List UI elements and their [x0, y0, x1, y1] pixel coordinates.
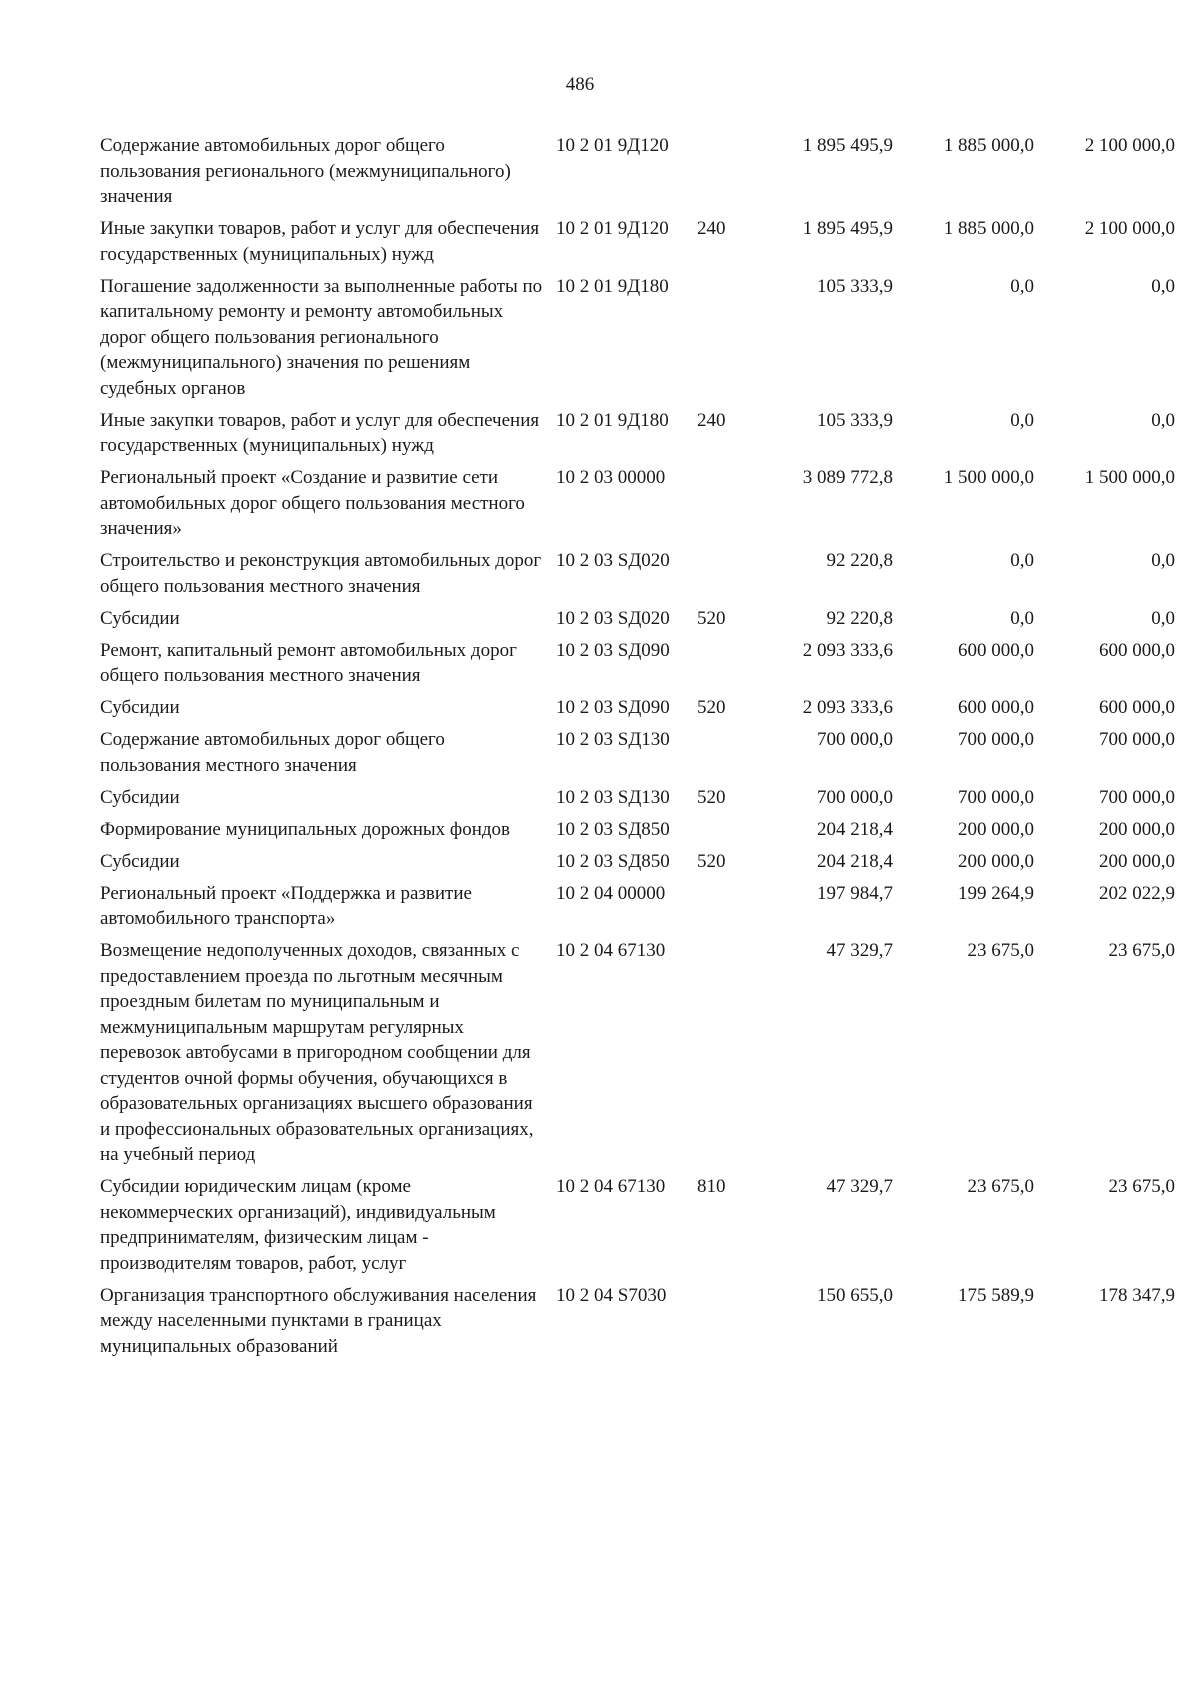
table-row	[100, 695, 1175, 721]
table-row	[100, 1283, 1175, 1360]
amount-year-2: 0,0	[1010, 607, 1034, 629]
amount-year-2: 0,0	[1010, 550, 1034, 571]
amount-year-1: 1 895 495,9	[802, 135, 893, 156]
table-row	[100, 638, 1175, 689]
amount-year-1: 92 220,8	[826, 607, 893, 629]
table-row	[100, 216, 1175, 267]
target-code: 10 2 03 SД850	[556, 818, 670, 840]
target-code: 10 2 03 SД130	[556, 729, 670, 750]
expense-type: 520	[697, 850, 726, 872]
target-code: 10 2 03 SД090	[556, 697, 670, 718]
expense-name: Содержание автомобильных дорог общего пользования регионального (межмуниципального) значения	[100, 135, 511, 207]
target-code: 10 2 01 9Д120	[556, 135, 669, 156]
expense-type: 240	[697, 218, 726, 239]
amount-year-2: 23 675,0	[967, 1176, 1034, 1197]
amount-year-2: 600 000,0	[958, 697, 1034, 718]
table-row	[100, 881, 1175, 932]
amount-year-2: 1 885 000,0	[943, 218, 1034, 239]
table-row	[100, 849, 1175, 875]
expense-type: 240	[697, 409, 726, 431]
expense-name: Строительство и реконструкция автомобильных дорог общего пользования местного значения	[100, 550, 542, 597]
amount-year-3: 178 347,9	[1099, 1284, 1175, 1306]
target-code: 10 2 01 9Д180	[556, 275, 669, 297]
expense-name: Ремонт, капитальный ремонт автомобильных дорог общего пользования местного значения	[100, 639, 517, 686]
table-row	[100, 274, 1175, 402]
target-code: 10 2 04 S7030	[556, 1284, 667, 1306]
amount-year-1: 204 218,4	[817, 818, 893, 840]
target-code: 10 2 03 SД020	[556, 550, 670, 571]
amount-year-3: 1 500 000,0	[1084, 467, 1175, 488]
table-row	[100, 408, 1175, 459]
amount-year-1: 47 329,7	[826, 1176, 893, 1197]
expense-name: Иные закупки товаров, работ и услуг для обеспечения государственных (муниципальных) нужд	[100, 409, 540, 456]
amount-year-1: 3 089 772,8	[802, 467, 893, 488]
amount-year-2: 600 000,0	[958, 639, 1034, 661]
amount-year-1: 92 220,8	[826, 550, 893, 571]
target-code: 10 2 01 9Д120	[556, 218, 669, 239]
amount-year-2: 700 000,0	[958, 729, 1034, 750]
amount-year-2: 200 000,0	[958, 818, 1034, 840]
amount-year-3: 2 100 000,0	[1084, 218, 1175, 239]
amount-year-3: 23 675,0	[1108, 1176, 1175, 1197]
table-row	[100, 1174, 1175, 1276]
expense-name: Субсидии	[100, 850, 180, 872]
amount-year-1: 197 984,7	[817, 882, 893, 904]
expense-name: Формирование муниципальных дорожных фондов	[100, 818, 511, 840]
target-code: 10 2 04 67130	[556, 940, 666, 961]
expense-name: Субсидии	[100, 697, 180, 718]
amount-year-3: 2 100 000,0	[1084, 135, 1175, 156]
amount-year-3: 600 000,0	[1099, 697, 1175, 718]
table-row	[100, 548, 1175, 599]
amount-year-3: 0,0	[1151, 550, 1175, 571]
amount-year-1: 700 000,0	[817, 786, 893, 808]
table-row	[100, 465, 1175, 542]
amount-year-2: 175 589,9	[958, 1284, 1034, 1306]
expense-name: Иные закупки товаров, работ и услуг для обеспечения государственных (муниципальных) нужд	[100, 218, 540, 265]
target-code: 10 2 03 SД130	[556, 786, 670, 808]
amount-year-1: 204 218,4	[817, 850, 893, 872]
table-row	[100, 785, 1175, 811]
expense-name: Возмещение недополученных доходов, связанных с предоставлением проезда по льготным месячным проездным билетам по муниципальным и межмуниципальным маршрутам регулярных перевозок автобусами в пригородном сообщении для студентов очной формы обучения, обучающихся в образовательных организациях высшего образования и профессиональных образовательных организациях, на учебный период	[100, 940, 534, 1165]
target-code: 10 2 03 00000	[556, 467, 666, 488]
budget-table	[100, 133, 1175, 1366]
expense-name: Субсидии	[100, 786, 180, 808]
page-number: 486	[565, 74, 595, 95]
amount-year-3: 200 000,0	[1099, 850, 1175, 872]
target-code: 10 2 03 SД850	[556, 850, 670, 872]
amount-year-3: 0,0	[1151, 275, 1175, 297]
amount-year-2: 0,0	[1010, 409, 1034, 431]
table-row	[100, 133, 1175, 210]
expense-name: Субсидии юридическим лицам (кроме некоммерческих организаций), индивидуальным предпринимателям, физическим лицам - производителям товаров, работ, услуг	[100, 1176, 496, 1274]
amount-year-3: 0,0	[1151, 607, 1175, 629]
expense-name: Организация транспортного обслуживания населения между населенными пунктами в границах муниципальных образований	[100, 1284, 537, 1357]
amount-year-2: 200 000,0	[958, 850, 1034, 872]
amount-year-1: 700 000,0	[817, 729, 893, 750]
amount-year-2: 1 500 000,0	[943, 467, 1034, 488]
amount-year-3: 202 022,9	[1099, 882, 1175, 904]
amount-year-1: 2 093 333,6	[802, 639, 893, 661]
table-row	[100, 817, 1175, 843]
target-code: 10 2 03 SД020	[556, 607, 670, 629]
amount-year-1: 47 329,7	[826, 940, 893, 961]
expense-name: Содержание автомобильных дорог общего пользования местного значения	[100, 729, 445, 776]
amount-year-1: 1 895 495,9	[802, 218, 893, 239]
target-code: 10 2 04 00000	[556, 882, 666, 904]
target-code: 10 2 01 9Д180	[556, 409, 669, 431]
table-row	[100, 606, 1175, 632]
amount-year-2: 0,0	[1010, 275, 1034, 297]
expense-name: Региональный проект «Поддержка и развитие автомобильного транспорта»	[100, 882, 472, 929]
amount-year-3: 700 000,0	[1099, 786, 1175, 808]
amount-year-3: 23 675,0	[1108, 940, 1175, 961]
expense-type: 810	[697, 1176, 726, 1197]
expense-name: Субсидии	[100, 607, 180, 629]
amount-year-2: 1 885 000,0	[943, 135, 1034, 156]
expense-type: 520	[697, 607, 726, 629]
amount-year-1: 105 333,9	[817, 409, 893, 431]
expense-name: Региональный проект «Создание и развитие сети автомобильных дорог общего пользования местного значения»	[100, 467, 525, 539]
amount-year-3: 700 000,0	[1099, 729, 1175, 750]
target-code: 10 2 04 67130	[556, 1176, 666, 1197]
table-row	[100, 727, 1175, 778]
expense-type: 520	[697, 697, 726, 718]
amount-year-1: 105 333,9	[817, 275, 893, 297]
amount-year-3: 600 000,0	[1099, 639, 1175, 661]
amount-year-1: 2 093 333,6	[802, 697, 893, 718]
amount-year-3: 0,0	[1151, 409, 1175, 431]
expense-type: 520	[697, 786, 726, 808]
table-row	[100, 938, 1175, 1168]
amount-year-3: 200 000,0	[1099, 818, 1175, 840]
expense-name: Погашение задолженности за выполненные работы по капитальному ремонту и ремонту автомобильных дорог общего пользования регионального (межмуниципального) значения по решениям судебных органов	[100, 275, 543, 399]
amount-year-2: 700 000,0	[958, 786, 1034, 808]
amount-year-1: 150 655,0	[817, 1284, 893, 1306]
amount-year-2: 23 675,0	[967, 940, 1034, 961]
target-code: 10 2 03 SД090	[556, 639, 670, 661]
amount-year-2: 199 264,9	[958, 882, 1034, 904]
